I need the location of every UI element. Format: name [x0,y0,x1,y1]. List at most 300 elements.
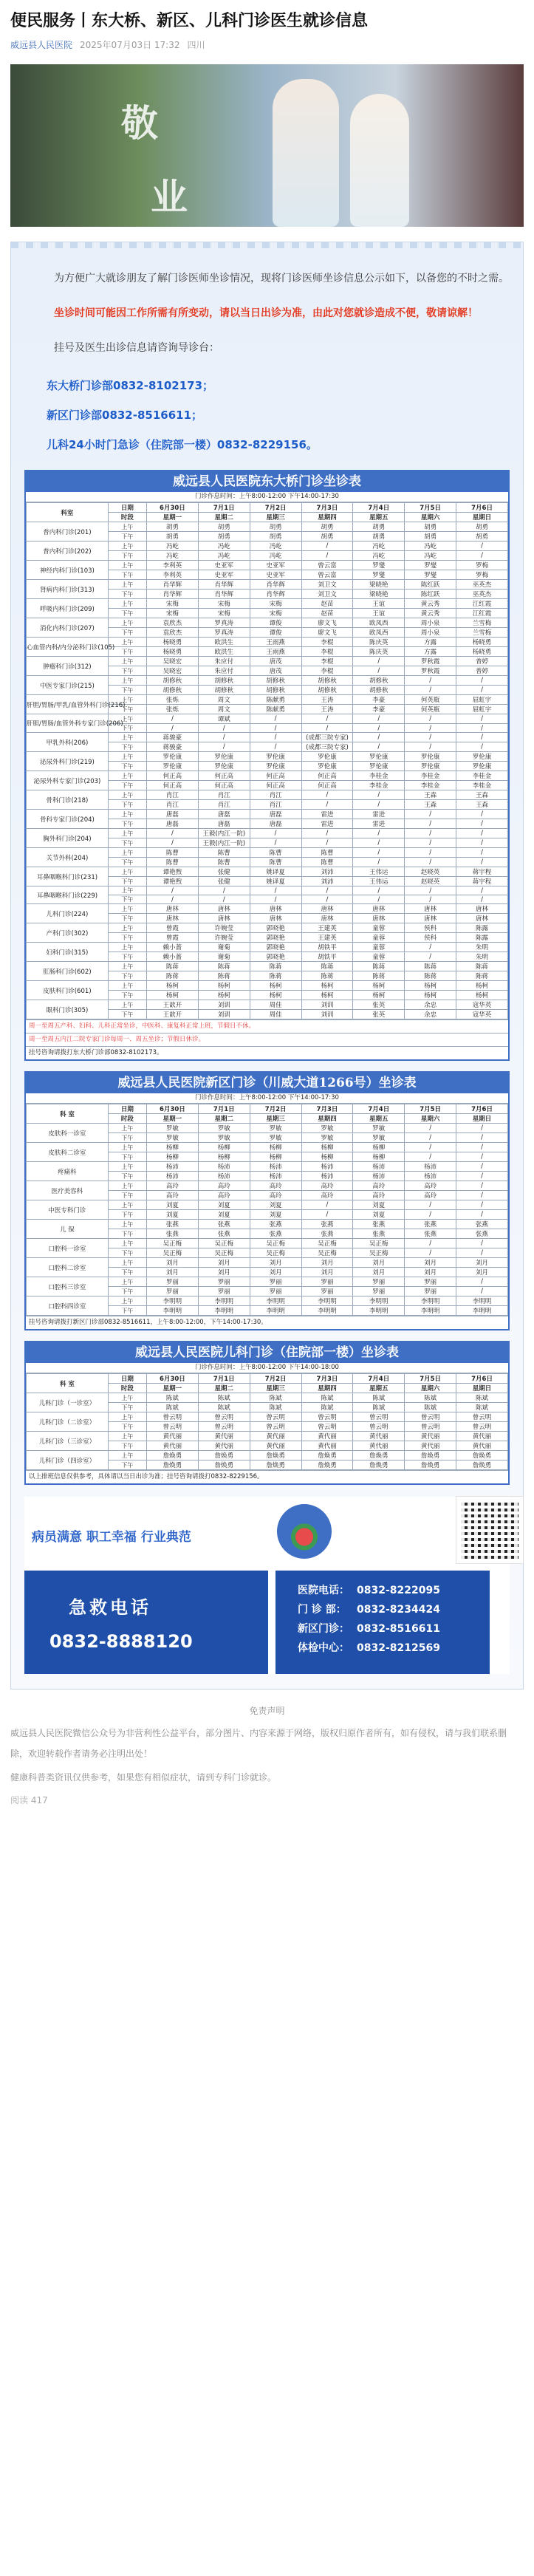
disclaimer-heading: 免责声明 [249,1706,285,1716]
doctor-cell: 罗真涛 [198,618,250,628]
doctor-cell: 罗敏 [301,1124,353,1133]
doctor-cell: 刘夏 [250,1200,301,1210]
day-weekday: 星期一 [147,513,199,522]
contact-row [298,1619,490,1639]
doctor-cell: 胡修秋 [353,676,405,686]
doctor-cell: 刘训 [198,1000,250,1010]
doctor-cell: 罗伦康 [353,762,405,771]
doctor-cell: / [301,1200,353,1210]
doctor-cell: 罗伦康 [405,752,456,762]
doctor-cell: 詹焕勇 [301,1460,353,1470]
doctor-cell: 刘夏 [198,1200,250,1210]
doctor-cell: 刘训 [301,1000,353,1010]
schedule-note: 以上排班信息仅供参考，具体请以当日出诊为准；挂号咨询请拨打0832-8229156。 [26,1470,508,1483]
doctor-cell: 罗伦康 [198,762,250,771]
table-row [27,790,508,800]
location: 四川 [187,40,205,50]
doctor-cell: 方露 [405,638,456,647]
doctor-cell: 童蓉 [353,923,405,933]
doctor-cell: 陈斌 [353,1403,405,1412]
doctor-cell: 冯屹 [405,541,456,551]
doctor-cell: 冯屹 [147,541,199,551]
doctor-cell: 何英瓶 [405,705,456,714]
day-date: 7月5日 [405,1104,456,1114]
doctor-cell: 刘夏 [147,1210,199,1220]
doctor-cell: 陈斌 [405,1393,456,1403]
doctor-cell: / [405,810,456,819]
hospital-logo [277,1504,332,1559]
dept-name: 肛肠科门诊(602) [27,962,109,981]
contact-value[interactable]: 0832-8516611 [357,1623,440,1635]
doctor-cell: 袁欣杰 [147,628,199,638]
doctor-cell: 王雨燕 [250,638,301,647]
doctor-cell: 罗丽 [250,1277,301,1287]
doctor-cell: 陈曹 [301,848,353,858]
doctor-cell: 唐林 [456,914,508,923]
doctor-cell: 胡修秋 [250,686,301,695]
doctor-cell: 曾云明 [456,1412,508,1422]
table-row [27,943,508,952]
doctor-cell: 胡铁平 [301,952,353,962]
dept-name: 肝胆/胃肠/甲乳/血管外科门诊(216) [27,695,109,714]
doctor-cell: 李豪 [353,705,405,714]
session-pm: 下午 [108,858,146,867]
session-am: 上午 [108,714,146,724]
doctor-cell: 何英瓶 [405,695,456,705]
doctor-cell: 许婉莹 [198,933,250,943]
session-pm: 下午 [108,952,146,962]
doctor-cell: 杨沛 [301,1162,353,1172]
session-pm: 下午 [108,933,146,943]
doctor-cell: / [405,848,456,858]
doctor-cell: / [456,1124,508,1133]
doctor-cell: 陈蒋 [405,971,456,981]
contact-key: 体检中心： [298,1642,349,1654]
doctor-cell: 李棍 [301,657,353,666]
dept-name: 皮肤科门诊(601) [27,981,109,1000]
doctor-cell: 杨柯 [353,991,405,1000]
day-weekday: 星期六 [405,1114,456,1124]
doctor-cell: 张燕 [198,1220,250,1229]
half-label: 时段 [108,513,146,522]
doctor-cell: 杨柯 [250,981,301,991]
day-date: 7月3日 [301,1104,353,1114]
doctor-cell: 杨柯 [301,981,353,991]
doctor-cell: 杨沛 [353,1162,405,1172]
doctor-cell: 肖华辉 [198,580,250,590]
doctor-cell: 罗伦康 [301,762,353,771]
phone-xinqu[interactable]: 新区门诊部0832-8516611； [47,409,203,422]
doctor-cell: 胡修秋 [301,686,353,695]
doctor-cell: 杨晓勇 [456,638,508,647]
table-row [27,771,508,781]
table-row [27,714,508,724]
session-am: 上午 [108,943,146,952]
doctor-cell: 陈斌 [353,1393,405,1403]
day-weekday: 星期三 [250,1114,301,1124]
session-pm: 下午 [108,1441,146,1451]
doctor-cell: 胡勇 [147,532,199,541]
doctor-cell: 陈斌 [405,1403,456,1412]
doctor-cell: 吴正梅 [250,1248,301,1258]
date-label: 日期 [108,1374,146,1384]
table-row [27,886,508,895]
doctor-cell: / [456,733,508,742]
dept-name: 骨科专家门诊(204) [27,810,109,829]
session-am: 上午 [108,1124,146,1133]
doctor-cell: / [456,724,508,733]
doctor-cell: 曾云明 [301,1422,353,1432]
doctor-cell: 杨柳 [353,1152,405,1162]
doctor-cell: 黄代丽 [147,1432,199,1441]
doctor-cell: / [353,848,405,858]
doctor-cell: 杨柯 [405,991,456,1000]
doctor-cell: 肖江 [147,800,199,810]
doctor-cell: 刘训 [198,1010,250,1019]
doctor-cell: 胡勇 [301,532,353,541]
doctor-cell: 罗伦康 [301,752,353,762]
article-header [0,0,534,51]
doctor-cell: 高玲 [353,1181,405,1191]
session-am: 上午 [108,904,146,914]
session-pm: 下午 [108,1287,146,1296]
session-pm: 下午 [108,1191,146,1200]
table-row [27,657,508,666]
doctor-cell: 李明明 [250,1296,301,1306]
dept-name: 儿科门诊（四诊室） [27,1451,109,1470]
schedule-note: 挂号咨询请拨打新区门诊部0832-8516611，上午8:00-12:00，下午14:00-17:30。 [26,1316,508,1329]
doctor-cell: 周佳 [250,1000,301,1010]
doctor-cell: 周小泉 [405,618,456,628]
doctor-cell: 雷进 [353,819,405,829]
doctor-cell: 廖文飞 [301,618,353,628]
doctor-cell: 黄代丽 [198,1441,250,1451]
doctor-cell: 周佳 [250,1010,301,1019]
doctor-cell: 曾云明 [147,1422,199,1432]
doctor-cell: 何正高 [147,771,199,781]
doctor-cell: 胡勇 [198,532,250,541]
doctor-cell: 陈曹 [147,848,199,858]
table-row [27,1258,508,1268]
doctor-cell: 杨柯 [301,991,353,1000]
doctor-cell: / [250,742,301,752]
doctor-cell: 雷进 [353,810,405,819]
schedule-table [26,1104,508,1316]
doctor-cell: 李桂金 [353,771,405,781]
doctor-cell: 陈蒋 [353,962,405,971]
day-weekday: 星期三 [250,513,301,522]
doctor-cell: 姚译夏 [250,877,301,886]
doctor-cell: / [456,886,508,895]
dept-header: 科室 [27,503,109,522]
schedule-note: 周一至周五产科、妇科、儿科正常坐诊，中医科、康复科正常上班，节假日不休。 [26,1019,508,1033]
session-am: 上午 [108,886,146,895]
doctor-cell: 罗敏 [147,1133,199,1143]
doctor-cell: / [198,742,250,752]
doctor-cell: 吴正梅 [147,1239,199,1248]
doctor-cell: 杨柯 [147,981,199,991]
table-row [27,1200,508,1210]
doctor-cell: 张英 [353,1010,405,1019]
emergency-number[interactable]: 0832-8888120 [49,1631,193,1652]
doctor-cell: 杨柯 [456,981,508,991]
contact-key: 门 诊 部： [298,1604,346,1616]
doctor-cell: 刘夏 [353,1200,405,1210]
doctor-cell: / [405,1124,456,1133]
doctor-cell: 唐磊 [198,819,250,829]
doctor-cell: / [456,810,508,819]
doctor-cell: / [456,1191,508,1200]
doctor-cell: 唐林 [250,914,301,923]
doctor-cell: 肖华辉 [147,580,199,590]
doctor-cell: 詹焕勇 [198,1451,250,1460]
doctor-cell: / [456,742,508,752]
contact-value[interactable]: 0832-8222095 [357,1585,440,1596]
doctor-cell: / [147,829,199,838]
dept-name: 关节外科(204) [27,848,109,867]
session-pm: 下午 [108,1268,146,1277]
doctor-cell: 杨晓勇 [147,647,199,657]
doctor-cell: 陈斌 [456,1393,508,1403]
contact-row [298,1639,490,1658]
doctor-cell: / [301,551,353,561]
doctor-cell: 吴正梅 [301,1248,353,1258]
doctor-cell: 蒋骏豪 [147,733,199,742]
doctor-cell: 杨沛 [250,1162,301,1172]
session-pm: 下午 [108,991,146,1000]
doctor-cell: 宋梅 [198,599,250,609]
doctor-cell: 李明明 [301,1296,353,1306]
doctor-cell: / [198,886,250,895]
doctor-cell: 李明明 [198,1306,250,1316]
doctor-cell: 谭俊 [250,628,301,638]
dept-name: 中医专科门诊 [27,1200,109,1220]
doctor-cell: 胡勇 [147,522,199,532]
doctor-cell: 吴正梅 [301,1239,353,1248]
doctor-cell: 朱应付 [198,657,250,666]
contact-value[interactable]: 0832-8212569 [357,1642,440,1654]
day-date: 6月30日 [147,503,199,513]
doctor-cell: 屈虹宇 [456,695,508,705]
doctor-cell: 吴正梅 [250,1239,301,1248]
doctor-cell: 吴正梅 [147,1248,199,1258]
doctor-cell: 唐茂 [250,666,301,676]
doctor-cell: 陈露 [456,923,508,933]
doctor-cell: 高玲 [198,1181,250,1191]
doctor-cell: / [353,724,405,733]
dept-name: 心血管内科/内分泌科门诊(105) [27,638,109,657]
doctor-cell: / [456,829,508,838]
doctor-cell: 刘月 [198,1268,250,1277]
contact-row [298,1600,490,1619]
doctor-cell: / [250,895,301,904]
table-row [27,522,508,532]
doctor-cell: 刘夏 [250,1210,301,1220]
doctor-cell: 罗伦康 [198,752,250,762]
schedule-dongdaqiao [24,470,510,1061]
doctor-cell: 吴正梅 [353,1248,405,1258]
doctor-cell: 冯屹 [147,551,199,561]
doctor-cell: 胡勇 [250,522,301,532]
doctor-cell: 陈斌 [198,1393,250,1403]
dept-name: 呼吸内科门诊(209) [27,599,109,618]
doctor-cell: / [456,848,508,858]
doctor-cell: 罗伦康 [147,752,199,762]
phone-dongdaqiao[interactable]: 东大桥门诊部0832-8102173； [47,379,214,392]
session-pm: 下午 [108,628,146,638]
doctor-cell: / [301,895,353,904]
table-row [27,580,508,590]
session-am: 上午 [108,923,146,933]
doctor-cell: 李棍 [301,647,353,657]
doctor-cell: 杨柯 [198,981,250,991]
doctor-cell: / [250,733,301,742]
read-count: 阅读 417 [10,1795,48,1805]
doctor-cell: 王雨燕 [250,647,301,657]
table-row [27,1124,508,1133]
contact-value[interactable]: 0832-8234424 [357,1604,440,1616]
doctor-cell: 詹焕勇 [147,1451,199,1460]
doctor-cell: / [405,1210,456,1220]
dept-name: 胸外科门诊(204) [27,829,109,848]
doctor-cell: 屈虹宇 [456,705,508,714]
doctor-cell: 陈曹 [198,848,250,858]
doctor-cell: 梁晓艳 [353,580,405,590]
doctor-cell: 罗丽 [353,1287,405,1296]
doctor-cell: / [353,666,405,676]
session-am: 上午 [108,1393,146,1403]
doctor-cell: / [456,838,508,848]
table-row [27,923,508,933]
dept-name: 神经内科门诊(103) [27,561,109,580]
half-label: 时段 [108,1114,146,1124]
doctor-cell: / [301,829,353,838]
dept-name: 消化内科门诊(207) [27,618,109,638]
doctor-cell: 刘夏 [198,1210,250,1220]
doctor-cell: 唐磊 [250,810,301,819]
doctor-cell: 罗真涛 [198,628,250,638]
session-pm: 下午 [108,1133,146,1143]
doctor-cell: 王歆开 [147,1010,199,1019]
session-pm: 下午 [108,609,146,618]
doctor-cell: 唐林 [456,904,508,914]
contact-row [298,1581,490,1600]
doctor-cell: 胡勇 [405,522,456,532]
dept-header: 科 室 [27,1374,109,1393]
content-panel [10,242,524,1690]
table-row [27,867,508,877]
doctor-cell: 陈曹 [147,858,199,867]
doctor-cell: 陈斌 [456,1403,508,1412]
doctor-cell: / [250,714,301,724]
doctor-cell: 罗梅 [456,570,508,580]
doctor-cell: / [456,541,508,551]
disclaimer [10,1704,524,1788]
doctor-cell: / [456,676,508,686]
table-row [27,618,508,628]
doctor-cell: / [301,838,353,848]
doctor-cell: 王伟运 [353,867,405,877]
doctor-cell: / [353,714,405,724]
doctor-cell: 欧洪生 [198,638,250,647]
doctor-cell: 罗敏 [147,1124,199,1133]
doctor-cell: 唐茂 [250,657,301,666]
doctor-cell: 罗梅 [456,561,508,570]
session-pm: 下午 [108,895,146,904]
day-date: 7月4日 [353,1374,405,1384]
doctor-cell: 张燕 [147,1229,199,1239]
doctor-cell: 童蓉 [353,952,405,962]
doctor-cell: / [147,838,199,848]
doctor-cell: 杨柯 [456,991,508,1000]
doctor-cell: 杨沛 [405,1172,456,1181]
doctor-cell: / [405,952,456,962]
doctor-cell: 吴正梅 [198,1248,250,1258]
hero-text: 业 [151,175,188,219]
doctor-cell: 曾云明 [301,1412,353,1422]
day-weekday: 星期四 [301,1114,353,1124]
doctor-cell: / [405,686,456,695]
table-row [27,1143,508,1152]
doctor-cell: 吴正梅 [353,1239,405,1248]
doctor-cell: / [353,790,405,800]
doctor-cell: 侯科 [405,923,456,933]
doctor-cell: 王森 [405,790,456,800]
doctor-cell: / [456,819,508,829]
doctor-cell: 罗敏 [353,1124,405,1133]
table-row [27,733,508,742]
day-date: 7月2日 [250,1374,301,1384]
doctor-cell: 李桂金 [456,771,508,781]
doctor-cell: / [456,1248,508,1258]
dept-name: 儿科门诊（三诊室） [27,1432,109,1451]
doctor-cell: 吴正梅 [198,1239,250,1248]
doctor-cell: 王毅(内江一院) [198,838,250,848]
day-date: 7月2日 [250,1104,301,1114]
doctor-cell: 李棍 [301,638,353,647]
dept-name: 泌尿外科门诊(219) [27,752,109,771]
doctor-cell: 黄代丽 [456,1441,508,1451]
session-pm: 下午 [108,762,146,771]
doctor-cell: 赵苗 [301,599,353,609]
doctor-cell: 唐磊 [147,819,199,829]
doctor-cell: 何正高 [147,781,199,790]
table-row [27,1220,508,1229]
doctor-cell: 余忠 [405,1000,456,1010]
doctor-cell: / [405,838,456,848]
doctor-cell: 黄代丽 [147,1441,199,1451]
doctor-cell: 胡修秋 [353,686,405,695]
doctor-cell: 胡勇 [198,522,250,532]
account-link[interactable]: 威远县人民医院 [10,40,73,50]
phone-pediatric[interactable]: 儿科24小时门急诊（住院部一楼）0832-8229156。 [47,438,318,451]
dept-name: 儿科门诊（二诊室） [27,1412,109,1432]
session-pm: 下午 [108,1152,146,1162]
doctor-cell: 陈斌 [147,1403,199,1412]
doctor-cell: 兰雪梅 [456,618,508,628]
qr-code[interactable] [456,1497,523,1563]
doctor-cell: 何正高 [250,771,301,781]
doctor-cell: 曾云明 [250,1412,301,1422]
session-am: 上午 [108,771,146,781]
doctor-cell: 刘月 [456,1268,508,1277]
doctor-cell: 李明明 [301,1306,353,1316]
doctor-cell: 詹焕勇 [198,1460,250,1470]
doctor-cell: 王谊 [353,599,405,609]
doctor-cell: 王歆开 [147,1000,199,1010]
doctor-cell: 史亚军 [198,570,250,580]
doctor-cell: 罗伦康 [250,762,301,771]
